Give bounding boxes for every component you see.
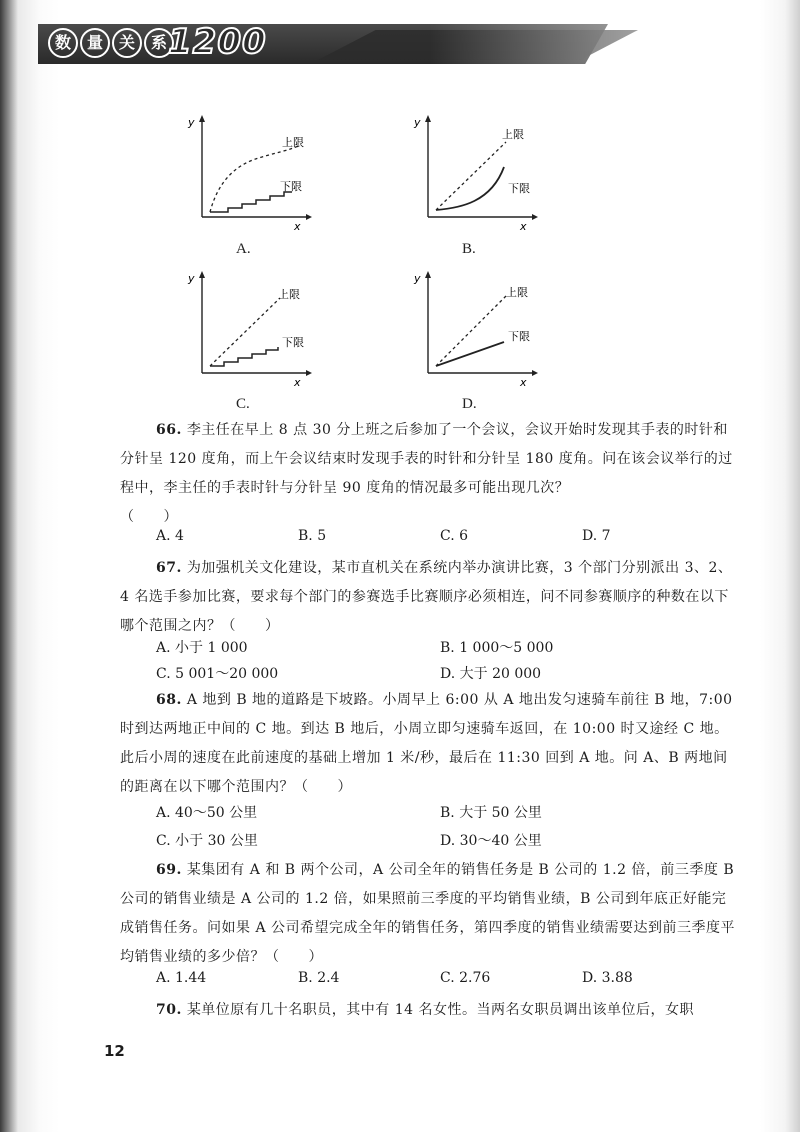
question-body: 李主任在早上 8 点 30 分上班之后参加了一个会议，会议开始时发现其手表的时针和分针呈 120 度角，而上午会议结束时发现手表的时针和分针呈 180 度角。问在该会议举行的过程中，李主任的手表时针与分针呈 90 度角的情况最多可能出现几次？ (120, 422, 733, 496)
option-b: B. 5 (298, 528, 327, 544)
option-a: A. 40～50 公里 (156, 805, 258, 821)
figure-c-label: C. (236, 396, 250, 412)
question-68-options (0, 802, 800, 856)
question-body: 某集团有 A 和 B 两个公司，A 公司全年的销售任务是 B 公司的 1.2 倍，前三季度 B 公司的销售业绩是 A 公司的 1.2 倍，如果照前三季度的平均销售业绩，B 公司到年底正好能完成销售任务。问如果 A 公司希望完成全年的销售任务，第四季度的销售业绩需要达到前三季度平均销售业绩的多少倍？（ ） (120, 862, 736, 965)
question-66-options (0, 528, 800, 554)
lower-label: 下限 (508, 330, 530, 343)
option-d: D. 大于 20 000 (440, 666, 542, 682)
lower-label: 下限 (508, 182, 530, 195)
question-69 (120, 856, 740, 972)
option-d: D. 3.88 (582, 970, 633, 986)
lower-label: 下限 (280, 180, 302, 193)
y-axis-label: y (414, 272, 421, 285)
option-c: C. 小于 30 公里 (156, 833, 258, 849)
question-70 (120, 996, 740, 1025)
figure-d-label: D. (462, 396, 477, 412)
y-axis-label: y (188, 116, 195, 129)
figure-b-label: B. (462, 241, 476, 257)
question-number: 70. (156, 1002, 182, 1018)
figure-a-label: A. (236, 241, 251, 257)
question-body: 某单位原有几十名职员，其中有 14 名女性。当两名女职员调出该单位后，女职 (186, 1002, 695, 1018)
question-number: 67. (156, 560, 182, 576)
question-text (120, 554, 740, 641)
option-c: C. 6 (440, 528, 469, 544)
option-a: A. 1.44 (156, 970, 207, 986)
x-axis-label: x (294, 220, 301, 232)
option-c: C. 2.76 (440, 970, 491, 986)
question-text (120, 686, 740, 802)
question-68 (120, 686, 740, 802)
figure-d (406, 268, 556, 388)
title-char: 数 (48, 28, 78, 58)
question-number: 66. (156, 422, 182, 438)
upper-label: 上限 (282, 136, 304, 149)
question-67-options (0, 637, 800, 687)
option-d: D. 30～40 公里 (440, 833, 542, 849)
lower-label: 下限 (282, 336, 304, 349)
figure-c (180, 268, 330, 388)
question-text (120, 856, 740, 972)
question-number: 69. (156, 862, 182, 878)
header-fade (430, 24, 670, 64)
question-69-options (0, 970, 800, 996)
y-axis-label: y (414, 116, 421, 129)
book-title (48, 28, 174, 58)
upper-label: 上限 (502, 128, 524, 141)
question-body: A 地到 B 地的道路是下坡路。小周早上 6:00 从 A 地出发匀速骑车前往 B 地，7:00 时到达两地正中间的 C 地。到达 B 地后，小周立即匀速骑车返回，在 10:00 时又途经 C 地。此后小周的速度在此前速度的基础上增加 1 米/秒，最后在 11:30 回到 A 地。问 A、B 两地间的距离在以下哪个范围内？（ ） (120, 692, 733, 795)
question-text (120, 996, 740, 1025)
upper-label: 上限 (278, 288, 300, 301)
x-axis-label: x (520, 376, 527, 388)
question-number: 68. (156, 692, 182, 708)
x-axis-label: x (520, 220, 527, 232)
page-number: 12 (104, 1042, 125, 1060)
answer-blank: （ ） (120, 509, 178, 525)
y-axis-label: y (188, 272, 195, 285)
title-char: 系 (144, 28, 174, 58)
figure-a (180, 112, 330, 232)
question-66 (120, 416, 740, 532)
option-a: A. 4 (156, 528, 184, 544)
question-body: 为加强机关文化建设，某市直机关在系统内举办演讲比赛，3 个部门分别派出 3、2、4 名选手参加比赛，要求每个部门的参赛选手比赛顺序必须相连，问不同参赛顺序的种数在以下哪个范围之内？（ ） (120, 560, 733, 634)
figure-b (406, 112, 556, 232)
title-char: 关 (112, 28, 142, 58)
option-b: B. 1 000～5 000 (440, 640, 554, 656)
option-a: A. 小于 1 000 (156, 640, 248, 656)
option-b: B. 2.4 (298, 970, 340, 986)
upper-label: 上限 (506, 286, 528, 299)
book-title-number: 1200 (168, 22, 267, 62)
title-char: 量 (80, 28, 110, 58)
option-b: B. 大于 50 公里 (440, 805, 542, 821)
option-c: C. 5 001～20 000 (156, 666, 279, 682)
x-axis-label: x (294, 376, 301, 388)
question-67 (120, 554, 740, 641)
option-d: D. 7 (582, 528, 611, 544)
question-text (120, 416, 740, 503)
